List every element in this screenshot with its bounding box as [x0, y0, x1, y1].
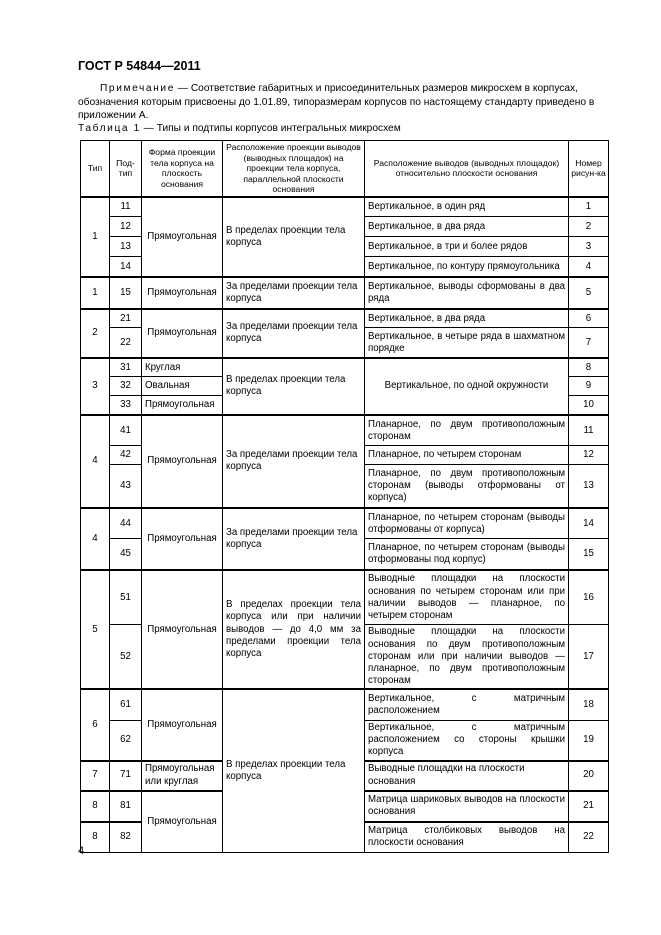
figure-cell: 9	[569, 377, 609, 396]
projection-cell: В пределах проекции тела корпуса или при наличии выводов — до 4,0 мм за пределами проекции тела корпуса	[223, 570, 365, 690]
arrangement-cell: Планарное, по двум противоположным сторонам	[365, 415, 569, 446]
figure-cell: 17	[569, 625, 609, 690]
table-caption-label: Таблица 1	[78, 123, 141, 134]
col-header-projection: Расположение проекции выводов (выводных площадок) на проекции тела корпуса, параллельной плоскости основания	[223, 141, 365, 197]
subtype-cell: 51	[110, 570, 142, 625]
arrangement-cell: Вертикальное, в два ряда	[365, 217, 569, 237]
page-number: 4	[78, 845, 85, 857]
document-header: ГОСТ Р 54844—2011	[78, 59, 201, 73]
subtype-cell: 41	[110, 415, 142, 446]
arrangement-cell: Вертикальное, по контуру прямоугольника	[365, 257, 569, 277]
figure-cell: 20	[569, 761, 609, 791]
projection-cell: В пределах проекции тела корпуса	[223, 358, 365, 415]
arrangement-cell: Матрица шариковых выводов на плоскости основания	[365, 791, 569, 822]
note-text: — Соответствие габаритных и присоединительных размеров микросхем в корпусах, обозначения которым присвоены до 1.01.89, типоразмерам корпусов по настоящему стандарту приведено в приложении А.	[78, 83, 595, 121]
arrangement-cell: Планарное, по четырем сторонам (выводы отформованы от корпуса)	[365, 508, 569, 539]
shape-cell: Прямоугольная	[142, 508, 223, 570]
subtype-cell: 31	[110, 358, 142, 377]
table-caption	[78, 123, 401, 134]
table-row	[81, 415, 609, 446]
arrangement-cell: Вертикальное, с матричным расположением со стороны крышки корпуса	[365, 720, 569, 760]
figure-cell: 19	[569, 720, 609, 760]
type-cell: 5	[81, 570, 110, 690]
figure-cell: 13	[569, 465, 609, 508]
arrangement-cell: Матрица столбиковых выводов на плоскости основания	[365, 822, 569, 853]
col-header-type: Тип	[81, 141, 110, 197]
subtype-cell: 33	[110, 396, 142, 415]
shape-cell: Прямоугольная	[142, 689, 223, 760]
subtype-cell: 15	[110, 277, 142, 309]
projection-cell: За пределами проекции тела корпуса	[223, 277, 365, 309]
subtype-cell: 62	[110, 720, 142, 760]
shape-cell: Прямоугольная	[142, 570, 223, 690]
arrangement-cell: Вертикальное, в два ряда	[365, 309, 569, 328]
arrangement-cell: Вертикальное, с матричным расположением	[365, 689, 569, 720]
shape-cell: Прямоугольная или круглая	[142, 761, 223, 791]
figure-cell: 4	[569, 257, 609, 277]
arrangement-cell: Планарное, по четырем сторонам	[365, 446, 569, 465]
projection-cell: В пределах проекции тела корпуса	[223, 197, 365, 277]
figure-cell: 6	[569, 309, 609, 328]
figure-cell: 3	[569, 237, 609, 257]
shape-cell: Прямоугольная	[142, 309, 223, 358]
table-row	[81, 358, 609, 377]
shape-cell: Круглая	[142, 358, 223, 377]
figure-cell: 14	[569, 508, 609, 539]
arrangement-cell: Выводные площадки на плоскости основания по двум противоположным сторонам или при наличии выводов — планарное, по двум противоположным сторонам	[365, 625, 569, 690]
projection-cell: За пределами проекции тела корпуса	[223, 415, 365, 508]
arrangement-cell: Планарное, по четырем сторонам (выводы отформованы под корпус)	[365, 539, 569, 570]
projection-cell: В пределах проекции тела корпуса	[223, 689, 365, 852]
subtype-cell: 71	[110, 761, 142, 791]
subtype-cell: 32	[110, 377, 142, 396]
subtype-cell: 81	[110, 791, 142, 822]
type-cell: 7	[81, 761, 110, 791]
arrangement-cell: Вертикальное, в три и более рядов	[365, 237, 569, 257]
package-types-table	[80, 140, 609, 853]
arrangement-cell: Выводные площадки на плоскости основания по четырем сторонам или при наличии выводов — планарное, по четырем сторонам	[365, 570, 569, 625]
col-header-figure: Номер рисун-ка	[569, 141, 609, 197]
type-cell: 4	[81, 508, 110, 570]
type-cell: 4	[81, 415, 110, 508]
type-cell: 1	[81, 277, 110, 309]
col-header-arrangement: Расположение выводов (выводных площадок) относительно плоскости основания	[365, 141, 569, 197]
figure-cell: 5	[569, 277, 609, 309]
figure-cell: 11	[569, 415, 609, 446]
type-cell: 8	[81, 822, 110, 853]
subtype-cell: 22	[110, 328, 142, 358]
subtype-cell: 82	[110, 822, 142, 853]
subtype-cell: 11	[110, 197, 142, 217]
shape-cell: Прямоугольная	[142, 277, 223, 309]
table-row	[81, 508, 609, 539]
subtype-cell: 12	[110, 217, 142, 237]
table-row	[81, 277, 609, 309]
type-cell: 1	[81, 197, 110, 277]
table-caption-text: — Типы и подтипы корпусов интегральных микросхем	[140, 123, 401, 134]
subtype-cell: 42	[110, 446, 142, 465]
figure-cell: 2	[569, 217, 609, 237]
shape-cell: Прямоугольная	[142, 197, 223, 277]
type-cell: 2	[81, 309, 110, 358]
arrangement-cell: Вертикальное, выводы сформованы в два ряда	[365, 277, 569, 309]
table-row	[81, 689, 609, 720]
shape-cell: Прямоугольная	[142, 396, 223, 415]
type-cell: 6	[81, 689, 110, 760]
arrangement-cell: Вертикальное, в один ряд	[365, 197, 569, 217]
subtype-cell: 45	[110, 539, 142, 570]
subtype-cell: 61	[110, 689, 142, 720]
figure-cell: 1	[569, 197, 609, 217]
figure-cell: 18	[569, 689, 609, 720]
table-row	[81, 570, 609, 625]
figure-cell: 8	[569, 358, 609, 377]
subtype-cell: 43	[110, 465, 142, 508]
figure-cell: 10	[569, 396, 609, 415]
type-cell: 8	[81, 791, 110, 822]
shape-cell: Овальная	[142, 377, 223, 396]
figure-cell: 21	[569, 791, 609, 822]
subtype-cell: 21	[110, 309, 142, 328]
arrangement-cell: Планарное, по двум противоположным сторонам (выводы отформованы от корпуса)	[365, 465, 569, 508]
arrangement-cell: Вертикальное, в четыре ряда в шахматном порядке	[365, 328, 569, 358]
note-label: Примечание	[100, 83, 175, 94]
arrangement-cell: Выводные площадки на плоскости основания	[365, 761, 569, 791]
figure-cell: 15	[569, 539, 609, 570]
col-header-shape: Форма проекции тела корпуса на плоскость основания	[142, 141, 223, 197]
figure-cell: 12	[569, 446, 609, 465]
subtype-cell: 44	[110, 508, 142, 539]
projection-cell: За пределами проекции тела корпуса	[223, 508, 365, 570]
table-row	[81, 309, 609, 328]
subtype-cell: 14	[110, 257, 142, 277]
figure-cell: 16	[569, 570, 609, 625]
figure-cell: 22	[569, 822, 609, 853]
table-header-row	[81, 141, 609, 197]
shape-cell: Прямоугольная	[142, 415, 223, 508]
subtype-cell: 52	[110, 625, 142, 690]
shape-cell: Прямоугольная	[142, 791, 223, 853]
figure-cell: 7	[569, 328, 609, 358]
subtype-cell: 13	[110, 237, 142, 257]
note-paragraph	[78, 82, 598, 123]
col-header-subtype: Под-тип	[110, 141, 142, 197]
table-row	[81, 197, 609, 217]
arrangement-cell: Вертикальное, по одной окружности	[365, 358, 569, 415]
projection-cell: За пределами проекции тела корпуса	[223, 309, 365, 358]
type-cell: 3	[81, 358, 110, 415]
